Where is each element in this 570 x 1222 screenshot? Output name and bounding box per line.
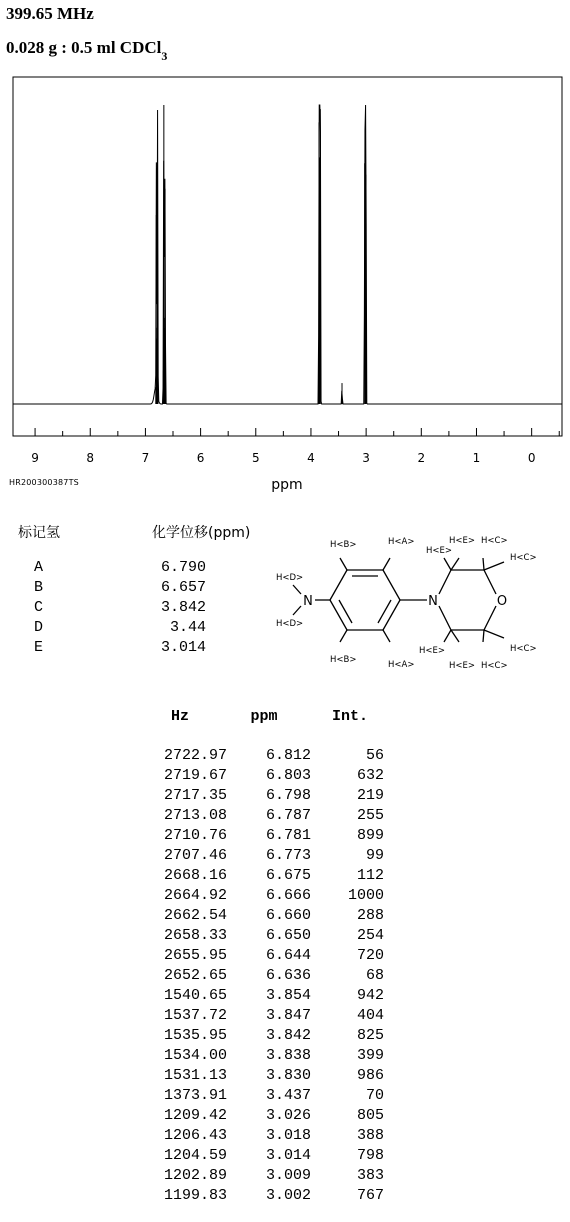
peak-table-row (140, 746, 400, 766)
x-tick-label: 1 (472, 451, 481, 465)
peak-table-row (140, 1126, 400, 1146)
assignment-shift: 3.842 (160, 599, 206, 616)
peak-table-cell: 3.002 (265, 1187, 311, 1204)
label-hE-3: H<E> (419, 646, 446, 656)
peak-table-cell: 2655.95 (163, 947, 227, 964)
label-hA-lower: H<A> (388, 660, 415, 670)
label-hC-3: H<C> (481, 661, 508, 671)
peak-table-cell: 6.781 (265, 827, 311, 844)
peak-table-cell: 798 (356, 1147, 384, 1164)
peak-table-cell: 2658.33 (163, 927, 227, 944)
peak-table-cell: 1535.95 (163, 1027, 227, 1044)
peak-table-cell: 3.847 (265, 1007, 311, 1024)
assignment-label: E (34, 639, 44, 656)
assignment-header-shift: 化学位移(ppm) (152, 525, 251, 541)
peak-table-cell: 942 (356, 987, 384, 1004)
peak-table-row (140, 1046, 400, 1066)
peak-table-column-header: Hz (170, 708, 189, 725)
peak-table-cell: 3.018 (265, 1127, 311, 1144)
spectrum-id: HR200300387TS (9, 478, 79, 487)
peak-table-cell: 2717.35 (163, 787, 227, 804)
x-tick-label: 8 (86, 451, 95, 465)
label-hE-2: H<E> (449, 536, 476, 546)
peak-table-row (140, 846, 400, 866)
peak-table-cell: 255 (356, 807, 384, 824)
x-tick-label: 5 (251, 451, 260, 465)
peak-table-cell: 3.014 (265, 1147, 311, 1164)
peak-table-cell: 1531.13 (163, 1067, 227, 1084)
peak-table-cell: 404 (356, 1007, 384, 1024)
peak-table-cell: 6.773 (265, 847, 311, 864)
peak-table-cell: 767 (356, 1187, 384, 1204)
peak-table-row (140, 866, 400, 886)
peak-table-cell: 254 (356, 927, 384, 944)
peak-table-cell: 3.854 (265, 987, 311, 1004)
peak-table-row (140, 1186, 400, 1206)
peak-table-cell: 6.812 (265, 747, 311, 764)
peak-table-cell: 1206.43 (163, 1127, 227, 1144)
peak-table-cell: 2668.16 (163, 867, 227, 884)
peak-table-cell: 70 (365, 1087, 384, 1104)
peak-table-cell: 6.660 (265, 907, 311, 924)
peak-table-cell: 1537.72 (163, 1007, 227, 1024)
peak-table-cell: 2713.08 (163, 807, 227, 824)
peak-table-cell: 3.830 (265, 1067, 311, 1084)
peak-table-cell: 1209.42 (163, 1107, 227, 1124)
assignment-shift: 6.657 (160, 579, 206, 596)
label-hC-2: H<C> (510, 553, 537, 563)
peak-table-cell: 986 (356, 1067, 384, 1084)
peak-table-cell: 6.650 (265, 927, 311, 944)
morpholine-nitrogen: N (428, 594, 438, 609)
peak-table-cell: 805 (356, 1107, 384, 1124)
plot-frame (13, 77, 562, 436)
peak-table-row (140, 786, 400, 806)
peak-table-column-header: ppm (250, 708, 278, 725)
peak-table-row (140, 966, 400, 986)
peak-table-cell: 2652.65 (163, 967, 227, 984)
sample-text: 0.028 g : 0.5 ml CDCl (6, 38, 162, 57)
assignment-header-label: 标记氢 (18, 525, 60, 541)
peak-table-cell: 3.009 (265, 1167, 311, 1184)
label-hB-lower: H<B> (330, 655, 357, 665)
peak-table-cell: 2722.97 (163, 747, 227, 764)
peak-table-column-header: Int. (331, 708, 368, 725)
peak-table-cell: 1204.59 (163, 1147, 227, 1164)
label-hE-1: H<E> (426, 546, 453, 556)
peak-table-cell: 219 (356, 787, 384, 804)
peak-table-cell: 6.666 (265, 887, 311, 904)
peak-table-cell: 632 (356, 767, 384, 784)
peak-table-cell: 2707.46 (163, 847, 227, 864)
label-hD-upper: H<D> (276, 573, 304, 583)
peak-table-cell: 56 (365, 747, 384, 764)
peak-table-cell: 112 (356, 867, 384, 884)
peak-table-cell: 6.675 (265, 867, 311, 884)
sample-subscript: 3 (161, 49, 168, 63)
peak-table-cell: 3.026 (265, 1107, 311, 1124)
peak-table-row (140, 1006, 400, 1026)
peak-table-cell: 99 (365, 847, 384, 864)
peak-table-cell: 6.798 (265, 787, 311, 804)
x-tick-label: 0 (527, 451, 536, 465)
peak-table-row (140, 906, 400, 926)
peak-table-row (140, 1106, 400, 1126)
peak-table-cell: 3.842 (265, 1027, 311, 1044)
peak-table-row (140, 926, 400, 946)
x-axis-tick-labels (31, 451, 535, 465)
peak-table-cell: 6.787 (265, 807, 311, 824)
x-tick-label: 9 (31, 451, 39, 465)
peak-table-cell: 1373.91 (163, 1087, 227, 1104)
x-tick-label: 4 (307, 451, 315, 465)
peak-table-cell: 2710.76 (163, 827, 227, 844)
peak-table-cell: 1540.65 (163, 987, 227, 1004)
peak-table-cell: 6.803 (265, 767, 311, 784)
peak-table-cell: 388 (356, 1127, 384, 1144)
peak-table-cell: 2719.67 (163, 767, 227, 784)
peak-table-cell: 288 (356, 907, 384, 924)
peak-table-cell: 899 (356, 827, 384, 844)
spectrum-trace (13, 105, 562, 404)
molecule-bonds (293, 558, 504, 642)
assignment-shift: 3.014 (160, 639, 206, 656)
assignment-shift: 3.44 (169, 619, 206, 636)
peak-table-cell: 1000 (347, 887, 384, 904)
peak-table-cell: 825 (356, 1027, 384, 1044)
spectrometer-frequency: 399.65 MHz (6, 4, 94, 23)
peak-table-cell: 1534.00 (163, 1047, 227, 1064)
x-tick-label: 6 (196, 451, 205, 465)
peak-lines (156, 105, 366, 404)
assignment-shift: 6.790 (160, 559, 206, 576)
label-hD-lower: H<D> (276, 619, 304, 629)
assignment-label: D (34, 619, 44, 636)
assignment-label: C (34, 599, 44, 616)
label-hC-1: H<C> (481, 536, 508, 546)
peak-table-cell: 1199.83 (163, 1187, 227, 1204)
assignment-label: B (34, 579, 44, 596)
assignment-label: A (34, 559, 44, 576)
peak-table-cell: 399 (356, 1047, 384, 1064)
x-tick-label: 3 (362, 451, 370, 465)
peak-table-cell: 1202.89 (163, 1167, 227, 1184)
peak-table-row (140, 1066, 400, 1086)
nmr-spectrum-chart (0, 0, 570, 500)
label-hA-upper: H<A> (388, 537, 415, 547)
peak-table-cell: 3.437 (265, 1087, 311, 1104)
label-hE-4: H<E> (449, 661, 476, 671)
peak-table-row (140, 766, 400, 786)
peak-table-cell: 720 (356, 947, 384, 964)
x-tick-label: 2 (417, 451, 426, 465)
x-axis-ticks (35, 428, 559, 436)
amine-nitrogen: N (303, 594, 313, 609)
peak-table-row (140, 986, 400, 1006)
peak-table-row (140, 806, 400, 826)
peak-table-cell: 2662.54 (163, 907, 227, 924)
peak-table-cell: 6.636 (265, 967, 311, 984)
peak-table-row (140, 1146, 400, 1166)
x-tick-label: 7 (141, 451, 150, 465)
x-axis-label: ppm (271, 477, 303, 493)
label-hC-4: H<C> (510, 644, 537, 654)
peak-table-cell: 383 (356, 1167, 384, 1184)
peak-table-row (140, 1026, 400, 1046)
peak-table-cell: 3.838 (265, 1047, 311, 1064)
peak-table-row (140, 886, 400, 906)
morpholine-oxygen: O (496, 594, 508, 609)
peak-table-cell: 68 (365, 967, 384, 984)
peak-table-row (140, 826, 400, 846)
peak-table-cell: 2664.92 (163, 887, 227, 904)
peak-table-row (140, 1086, 400, 1106)
peak-table-cell: 6.644 (265, 947, 311, 964)
peak-table-row (140, 1166, 400, 1186)
label-hB-upper: H<B> (330, 540, 357, 550)
peak-table-row (140, 946, 400, 966)
molecule-structure (268, 530, 568, 680)
